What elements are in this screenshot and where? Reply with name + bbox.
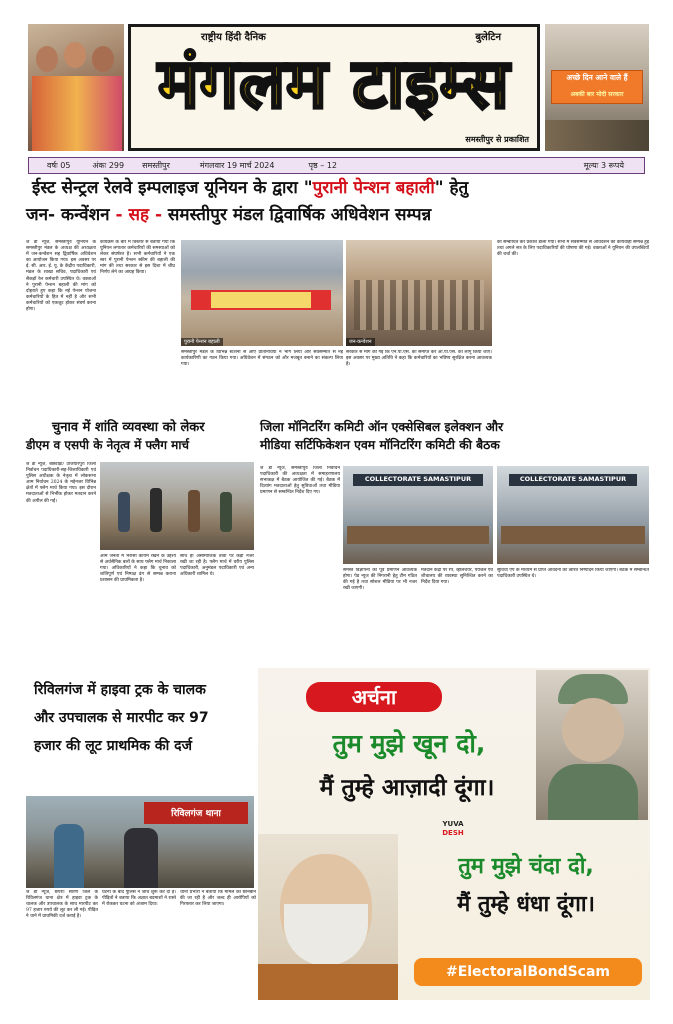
lead-headline-part1: ईस्ट सेन्ट्रल रेलवे इम्पलाइज यूनियन के द्वारा ": [32, 178, 313, 198]
lead-sub-part1: जन- कन्वेंशन: [26, 205, 110, 225]
issue-info-bar: [28, 157, 645, 174]
monitoring-col-4: सुविधा ऐप के माध्यम से प्राप्त आवेदनों का त्वरित निष्पादन किया जाएगा। बैठक में सम्बन्धित पदाधिकारी उपस्थित थे।: [497, 568, 649, 580]
published-from: समस्तीपुर से प्रकाशित: [465, 135, 529, 144]
lead-headline: [32, 178, 652, 198]
monitoring-photo-1: [343, 466, 493, 564]
masthead-left-photo: [28, 24, 124, 151]
robbery-headline-2: और उपचालक से मारपीट कर 97: [34, 710, 209, 726]
election-col-2: आम जनता में भरोसा कायम रखने के उद्देश्य से अर्धसैनिक बलों के साथ फ्लैग मार्च निकाला गया। अधिकारियों ने कहा कि चुनाव को शांतिपूर्ण एवं निष्पक्ष ढंग से सम्पन्न कराना प्रशासन की प्राथमिकता है।: [100, 554, 176, 584]
banner-line2: अबकी बार मोदी सरकार: [570, 91, 624, 98]
lead-col-3: समस्तीपुर मंडल के विभिन्न स्टेशनों से आए प्रतिनिधियों ने भाग लिया और सर्वसम्मति से नई कार्यकारिणी का गठन किया गया। अधिवेशन में संगठन को और मजबूत बनाने का संकल्प लिया गया।: [181, 350, 343, 368]
monitoring-photo-2: [497, 466, 649, 564]
robbery-headline-1: रिविलगंज में हाइवा ट्रक के चालक: [34, 682, 206, 698]
lead-photo-1: [181, 240, 343, 346]
bulletin-label: बुलेटिन: [475, 32, 501, 43]
issue-pages: पृष्ठ – 12: [308, 161, 338, 170]
robbery-col-1: जे डी न्यूज, छपराः सारण जिले के रिविलगंज थाना क्षेत्र में हाइवा ट्रक के चालक और उपचालक के साथ मारपीट कर 97 हजार रुपये की लूट कर ली गई। पीड़ित ने थाने में प्राथमिकी दर्ज कराई है।: [26, 890, 98, 920]
monitoring-col-2: समस्त विज्ञापनों का पूर्व प्रमाणन आवश्यक होगा। पेड न्यूज की निगरानी हेतु टीम गठित की गई है तथा सोशल मीडिया पर भी नजर रखी जाएगी।: [343, 568, 417, 592]
brand-bottom: DESH: [442, 829, 464, 837]
brand-top: YUVA: [442, 820, 464, 828]
newspaper-logo: मंगलम टाइम्स: [158, 45, 510, 124]
issue-date: मंगलवार 19 मार्च 2024: [199, 161, 275, 170]
issue-number: अंकः 299: [92, 161, 125, 170]
monitoring-photo-1-sign: COLLECTORATE SAMASTIPUR: [364, 475, 472, 483]
masthead-right-photo: [545, 24, 649, 151]
election-headline-2: डीएम व एसपी के नेतृत्व में फ्लैग मार्च: [26, 438, 190, 452]
lead-photo-2: [346, 240, 492, 346]
lead-headline-highlight: पुरानी पेन्शन बहाली: [312, 178, 435, 198]
lead-photo-2-caption: जन-कन्वेंशन: [346, 338, 375, 346]
monitoring-headline-1: जिला मॉनिटरिंग कमिटी ऑन एक्सेसिबल इलेक्शन और: [260, 420, 504, 434]
lead-col-1: जे डी न्यूज, समस्तीपुरः यूनियन के समस्तीपुर मंडल के अध्यक्ष की अध्यक्षता में जन-कन्वेंशन सह द्विवार्षिक अधिवेशन का आयोजन किया गया। इस अवसर पर ई. सी. आर. ई. यू. के केंद्रीय पदाधिकारी, मंडल के शाखा सचिव, पदाधिकारी एवं सैकड़ों रेल कर्मचारी उपस्थित थे। वक्ताओं ने पुरानी पेन्शन बहाली की मांग को दोहराते हुए कहा कि नई पेन्शन योजना कर्मचारियों के हित में नहीं है और सभी कर्मचारियों को एकजुट होकर संघर्ष करना होगा।: [26, 240, 96, 313]
satire-line-1: तुम मुझे चंदा दो,: [458, 854, 594, 879]
issue-price: मूल्यः 3 रूपये: [583, 161, 624, 170]
lead-col-4: सरकार से मांग की गई कि एन.पी.एस. को समाप्त कर ओ.पी.एस. को लागू किया जाए। इस अवसर पर मुख्य अतिथि ने कहा कि कर्मचारियों का भविष्य सुरक्षित करना आवश्यक है।: [346, 350, 492, 368]
lead-col-2: कार्यक्रम के बारे में विस्तार से बताया गया कि यूनियन लगातार कर्मचारियों की समस्याओं को लेकर संघर्षरत है। सभी कर्मचारियों ने एक स्वर में पुरानी पेन्शन स्कीम की बहाली की मांग की तथा सरकार से इस दिशा में शीघ्र निर्णय लेने का आग्रह किया।: [100, 240, 175, 276]
lead-col-5: को सम्बोधित कर प्रकाश डाला गया। सभा में सर्वसम्मति से अधिवेशन की कार्यवाही सम्पन्न हुई तथा अगले सत्र के लिए पदाधिकारियों की घोषणा की गई। वक्ताओं ने यूनियन की उपलब्धियों की चर्चा की।: [497, 240, 649, 258]
monitoring-headline-2: मीडिया सर्टिफिकेशन एवम मॉनिटरिंग कमिटी की बैठक: [260, 438, 500, 452]
lead-headline-part2: " हेतु: [434, 178, 469, 198]
robbery-headline-3: हजार की लूट प्राथमिक की दर्ज: [34, 738, 192, 754]
robbery-col-3: थाना प्रभारी ने बताया कि मामले की छानबीन की जा रही है और जल्द ही आरोपियों को गिरफ्तार कर लिया जाएगा।: [180, 890, 256, 908]
robbery-col-2: घटना के बाद पुलिस ने जांच शुरू कर दी है। पीड़ितों ने बताया कि अज्ञात बदमाशों ने रास्ते में रोककर घटना को अंजाम दिया।: [102, 890, 176, 908]
satire-advert: [258, 668, 650, 1000]
quote-line-1: तुम मुझे खून दो,: [332, 729, 486, 758]
satire-line-2: मैं तुम्हे धंधा दूंगा।: [457, 892, 595, 917]
election-headline-1: चुनाव में शांति व्यवस्था को लेकर: [52, 420, 205, 435]
lead-subheadline: [26, 205, 651, 225]
robbery-photo-caption: रिविलगंज थाना: [171, 809, 221, 819]
monitoring-intro: जे डी न्यूज, समस्तीपुरः जिला निर्वाचन पदाधिकारी की अध्यक्षता में समाहरणालय सभाकक्ष में बैठक आयोजित की गई। बैठक में दिव्यांग मतदाताओं हेतु सुविधाओं तथा मीडिया प्रमाणन से सम्बन्धित निर्देश दिए गए।: [260, 466, 340, 496]
lead-sub-sep: - सह -: [109, 205, 168, 225]
lead-photo-1-caption: पुरानी पेन्शन बहाली: [181, 338, 223, 346]
monitoring-photo-2-sign: COLLECTORATE SAMASTIPUR: [519, 475, 627, 483]
banner-line1: अच्छे दिन आने वाले हैं: [566, 73, 628, 82]
tagline: राष्ट्रीय हिंदी दैनिक: [201, 32, 266, 43]
robbery-photo: [26, 796, 254, 888]
issue-year: वर्षः 05: [47, 161, 71, 170]
yuva-desh-logo: [428, 820, 478, 842]
hashtag-banner: #ElectoralBondScam: [414, 958, 642, 986]
masthead: [128, 24, 540, 151]
lead-sub-part2: समस्तीपुर मंडल द्विवार्षिक अधिवेशन सम्पन्न: [167, 205, 432, 225]
election-col-1: जे डी न्यूज, बछवाड़ा/ उजियारपुरः जिला निर्वाचन पदाधिकारी-सह-जिलाधिकारी एवं पुलिस अधीक्षक के नेतृत्व में लोकसभा आम निर्वाचन 2024 के मद्देनजर विभिन्न क्षेत्रों में फ्लैग मार्च किया गया। इस दौरान मतदाताओं से निर्भीक होकर मतदान करने की अपील की गई।: [26, 462, 96, 504]
monitoring-col-3: मतदान केंद्रों पर रैंप, व्हीलचेयर, पेयजल एवं शौचालय की व्यवस्था सुनिश्चित करने का निर्देश दिया गया।: [421, 568, 493, 586]
election-photo: [100, 462, 254, 550]
issue-city: समस्तीपुर: [142, 161, 170, 170]
quote-line-2: मैं तुम्हे आज़ादी दूंगा।: [319, 775, 495, 801]
election-col-3: साथ ही असामाजिक तत्वों पर कड़ी नजर रखी जा रही है। फ्लैग मार्च में वरीय पुलिस पदाधिकारी, अनुमंडल पदाधिकारी एवं अन्य अधिकारी शामिल थे।: [180, 554, 254, 578]
name-badge: अर्चना: [306, 682, 442, 712]
